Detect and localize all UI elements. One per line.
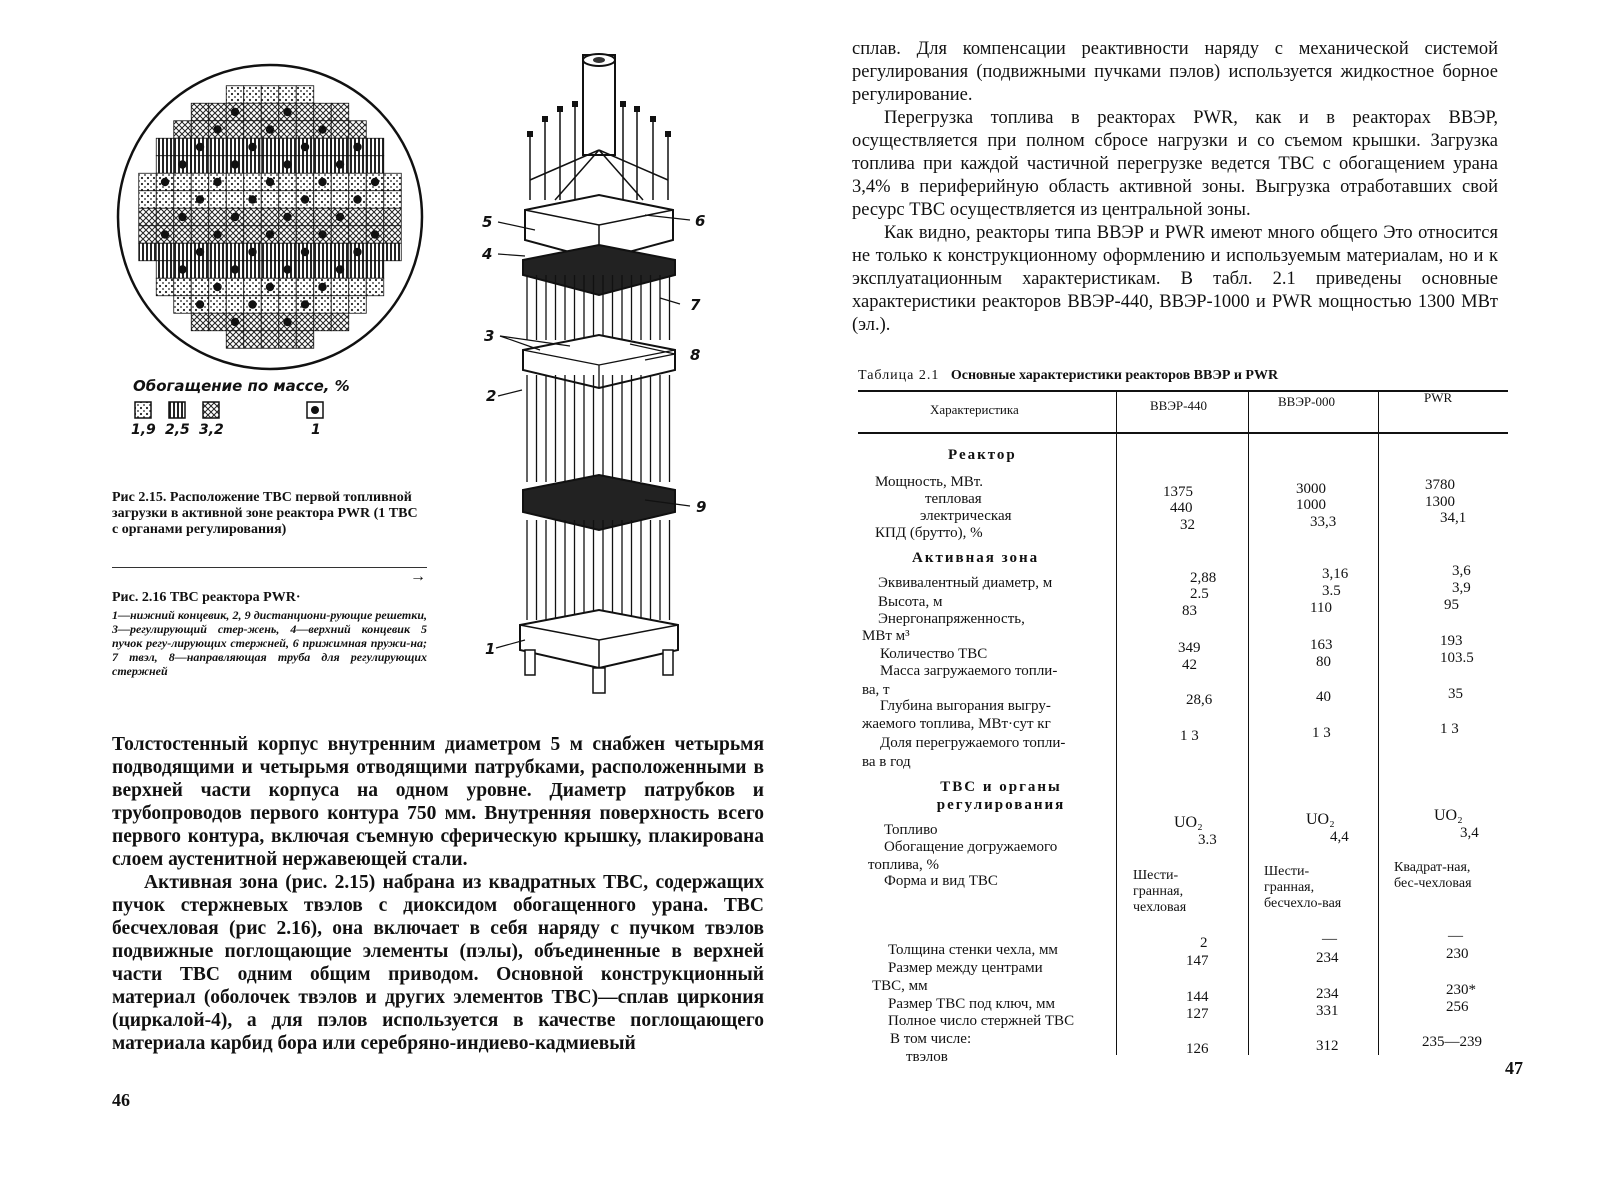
- val-diameter-440: 2,88: [1190, 570, 1217, 586]
- callout-9: 9: [696, 498, 707, 516]
- row-reload-label-2: ва в год: [862, 754, 911, 770]
- row-power-label: Мощность, МВт.: [875, 474, 983, 490]
- row-pitch-label-2: ТВС, мм: [872, 978, 928, 994]
- row-shape-label: Форма и вид ТВС: [884, 873, 998, 889]
- row-diameter-label: Эквивалентный диаметр, м: [878, 575, 1053, 591]
- figure-2-16-caption-text: 1—нижний концевик, 2, 9 дистанциони-рующие решетки, 3—регулирующий стер-жень, 4—верхний концевик 5 пучок регу-лирующих стержней, 6 прижимная пружи-на; 7 твэл, 8—направляющая труба для регулирующих стержней: [112, 608, 427, 678]
- callout-7: 7: [690, 296, 701, 314]
- core-loading-map: [110, 62, 430, 377]
- val-rods-440: 127: [1186, 1006, 1209, 1022]
- section-reactor: Реактор: [948, 447, 1017, 463]
- row-burnup-label-2: жаемого топлива, МВт·сут кг: [862, 716, 1051, 732]
- val-wall-1000: —: [1322, 931, 1337, 947]
- val-fuel-mass-440: 42: [1182, 657, 1197, 673]
- val-power-density-1000: 110: [1310, 600, 1332, 616]
- section-fa: ТВС и органы регулирования: [936, 779, 1066, 813]
- table-title: [858, 368, 1508, 384]
- row-enrichment-label-2: топлива, %: [868, 857, 939, 873]
- legend-value-1: 1,9: [131, 422, 156, 438]
- val-height-440: 2.5: [1190, 586, 1209, 602]
- val-fa-count-pwr: 193: [1440, 633, 1463, 649]
- figure-arrow: →: [410, 568, 426, 585]
- row-fa-count-label: Количество ТВС: [880, 646, 988, 662]
- legend-value-4: 1: [311, 422, 321, 438]
- row-power-density-label-1: Энергонапряженность,: [878, 611, 1025, 627]
- table-header-rule: [858, 432, 1508, 434]
- row-pitch-label-1: Размер между центрами: [888, 960, 1043, 976]
- table-caption: Основные характеристики реакторов ВВЭР и PWR: [950, 368, 1279, 383]
- left-paragraph-2: Активная зона (рис. 2.15) набрана из квадратных ТВС, содержащих пучок стержневых твэлов с диоксидом обогащенного урана. ТВС бесчехловая (рис 2.16), она включает в себя наряду с пучком твэлов подвижные поглощающие элементы (пэлы), объединенные в верхней части ТВС одним общим приводом. Основной конструкционный материал (оболочек твэлов и других элементов ТВС)—сплав циркония (циркалой-4), а для пэлов используется в качестве поглощающего материала карбид бора или серебряно-индиево-кадмиевый: [112, 872, 764, 1054]
- val-shape-1000: Шести-гранная, бесчехло-вая: [1264, 864, 1342, 911]
- val-height-pwr: 3,9: [1452, 580, 1471, 596]
- val-pitch-pwr: 230: [1446, 946, 1469, 962]
- val-shape-440: Шести-гранная, чехловая: [1133, 868, 1187, 915]
- right-paragraph-3: Как видно, реакторы типа ВВЭР и PWR имеют много общего Это относится не только к конструкционному оформлению и используемым материалам, но и к эксплуатационным характеристикам. В табл. 2.1 приведены основные характеристики реакторов ВВЭР-440, ВВЭР-1000 и PWR мощностью 1300 МВт (эл.).: [852, 223, 1498, 335]
- right-body-text: [852, 38, 1498, 337]
- val-burnup-1000: 40: [1316, 689, 1331, 705]
- row-enrichment-label-1: Обогащение догружаемого: [884, 839, 1058, 855]
- val-rods-pwr: 256: [1446, 999, 1469, 1015]
- val-fuel-1000: UO₂: [1306, 811, 1335, 828]
- row-power-density-label-2: МВт м³: [862, 628, 910, 644]
- val-fa-count-440: 349: [1178, 640, 1201, 656]
- row-incl-label-2: твэлов: [906, 1049, 948, 1065]
- header-pwr: PWR: [1424, 390, 1453, 405]
- val-enrichment-440: 3.3: [1198, 832, 1217, 848]
- val-electric-pwr: 1300: [1425, 494, 1455, 510]
- val-wrench-440: 144: [1186, 989, 1209, 1005]
- row-wall-label: Толщина стенки чехла, мм: [888, 942, 1058, 958]
- row-reload-label-1: Доля перегружаемого топли-: [880, 735, 1066, 751]
- page-number-left: 46: [112, 1090, 130, 1110]
- left-body-text: [112, 733, 764, 1055]
- val-incl-pwr: 235—239: [1422, 1034, 1482, 1050]
- val-reload-440: 1 3: [1180, 728, 1199, 744]
- right-paragraph-1: сплав. Для компенсации реактивности наряду с механической системой регулирования (подвижными пучками пэлов) используется жидкостное борное регулирование.: [852, 39, 1498, 105]
- val-wall-pwr: —: [1448, 928, 1463, 944]
- row-fuel-mass-label-2: ва, т: [862, 682, 890, 698]
- right-paragraph-2: Перегрузка топлива в реакторах PWR, как и в реакторах ВВЭР, осуществляется при полном сбросе нагрузки и со съемом крышки. Загрузка топлива при каждой частичной перегрузке ведется ТВС с обогащением урана 3,4% в периферийную область активной зоны. Выгрузка отработавших свой ресурс ТВС осуществляется из центральной зоны.: [852, 108, 1498, 220]
- callout-2: 2: [486, 387, 497, 405]
- val-enrichment-1000: 4,4: [1330, 829, 1349, 845]
- row-fuel-label: Топливо: [884, 822, 938, 838]
- val-efficiency-1000: 33,3: [1310, 514, 1337, 530]
- val-electric-440: 440: [1170, 500, 1193, 516]
- val-height-1000: 3.5: [1322, 583, 1341, 599]
- val-pitch-1000: 234: [1316, 950, 1339, 966]
- val-fuel-mass-1000: 80: [1316, 654, 1331, 670]
- val-enrichment-pwr: 3,4: [1460, 825, 1479, 841]
- val-fuel-440: UO₂: [1174, 814, 1203, 831]
- table-col-divider-2: [1248, 390, 1249, 1055]
- val-wrench-pwr: 230*: [1446, 982, 1476, 998]
- val-thermal-pwr: 3780: [1425, 477, 1455, 493]
- callout-6: 6: [695, 212, 706, 230]
- val-power-density-440: 83: [1182, 603, 1197, 619]
- val-burnup-pwr: 35: [1448, 686, 1463, 702]
- legend-title: Обогащение по массе, %: [133, 377, 350, 395]
- val-burnup-440: 28,6: [1186, 692, 1213, 708]
- val-shape-pwr: Квадрат-ная, бес-чехловая: [1394, 860, 1472, 891]
- row-thermal-label: тепловая: [925, 491, 982, 507]
- row-electric-label: электрическая: [920, 508, 1012, 524]
- val-incl-1000: 312: [1316, 1038, 1339, 1054]
- val-pitch-440: 147: [1186, 953, 1209, 969]
- val-fa-count-1000: 163: [1310, 637, 1333, 653]
- val-diameter-pwr: 3,6: [1452, 563, 1471, 579]
- val-incl-440: 126: [1186, 1041, 1209, 1057]
- callout-3: 3: [484, 327, 495, 345]
- row-fuel-mass-label-1: Масса загружаемого топли-: [880, 663, 1058, 679]
- val-thermal-440: 1375: [1163, 484, 1193, 500]
- row-height-label: Высота, м: [878, 594, 943, 610]
- val-wrench-1000: 234: [1316, 986, 1339, 1002]
- header-vver1000: ВВЭР-000: [1278, 394, 1335, 409]
- figure-2-15-caption: Рис 2.15. Расположение ТВС первой топливной загрузки в активной зоне реактора PWR (1 ТВС с органами регулирования): [112, 490, 418, 537]
- table-number: Таблица 2.1: [858, 368, 940, 383]
- row-wrench-label: Размер ТВС под ключ, мм: [888, 996, 1055, 1012]
- val-thermal-1000: 3000: [1296, 481, 1326, 497]
- val-fuel-mass-pwr: 103.5: [1440, 650, 1474, 666]
- figure-2-16-caption-title: Рис. 2.16 ТВС реактора PWR·: [112, 590, 301, 605]
- val-rods-1000: 331: [1316, 1003, 1339, 1019]
- val-electric-1000: 1000: [1296, 497, 1326, 513]
- val-efficiency-pwr: 34,1: [1440, 510, 1467, 526]
- callout-1: 1: [485, 640, 496, 658]
- val-efficiency-440: 32: [1180, 517, 1195, 533]
- row-rods-label: Полное число стержней ТВС: [888, 1013, 1075, 1029]
- table-top-rule: [858, 390, 1508, 392]
- callout-lines: [480, 200, 720, 670]
- val-reload-1000: 1 3: [1312, 725, 1331, 741]
- table-col-divider-3: [1378, 390, 1379, 1055]
- val-fuel-pwr: UO₂: [1434, 807, 1463, 824]
- left-paragraph-1: Толстостенный корпус внутренним диаметром 5 м снабжен четырьмя подводящими и четырьмя отводящими патрубками, расположенными в верхней части корпуса на одном уровне. Диаметр патрубков и трубопроводов первого контура 750 мм. Внутренняя поверхность всего первого контура, включая съемную сферическую крышку, плакирована слоем аустенитной нержавеющей стали.: [112, 734, 764, 870]
- legend-value-3: 3,2: [199, 422, 224, 438]
- table-col-divider-1: [1116, 390, 1117, 1055]
- page-number-right: 47: [1505, 1058, 1523, 1078]
- row-incl-label-1: В том числе:: [890, 1031, 972, 1047]
- val-power-density-pwr: 95: [1444, 597, 1459, 613]
- row-burnup-label-1: Глубина выгорания выгру-: [880, 698, 1051, 714]
- row-efficiency-label: КПД (брутто), %: [875, 525, 983, 541]
- section-core: Активная зона: [912, 550, 1040, 566]
- val-reload-pwr: 1 3: [1440, 721, 1459, 737]
- val-wall-440: 2: [1200, 935, 1208, 951]
- header-characteristic: Характеристика: [930, 402, 1019, 417]
- val-diameter-1000: 3,16: [1322, 566, 1349, 582]
- callout-5: 5: [482, 213, 493, 231]
- callout-8: 8: [690, 346, 701, 364]
- legend-value-2: 2,5: [165, 422, 190, 438]
- callout-4: 4: [482, 245, 493, 263]
- legend-swatches: [133, 400, 333, 427]
- header-vver440: ВВЭР-440: [1150, 398, 1207, 413]
- caption-divider: [112, 567, 427, 568]
